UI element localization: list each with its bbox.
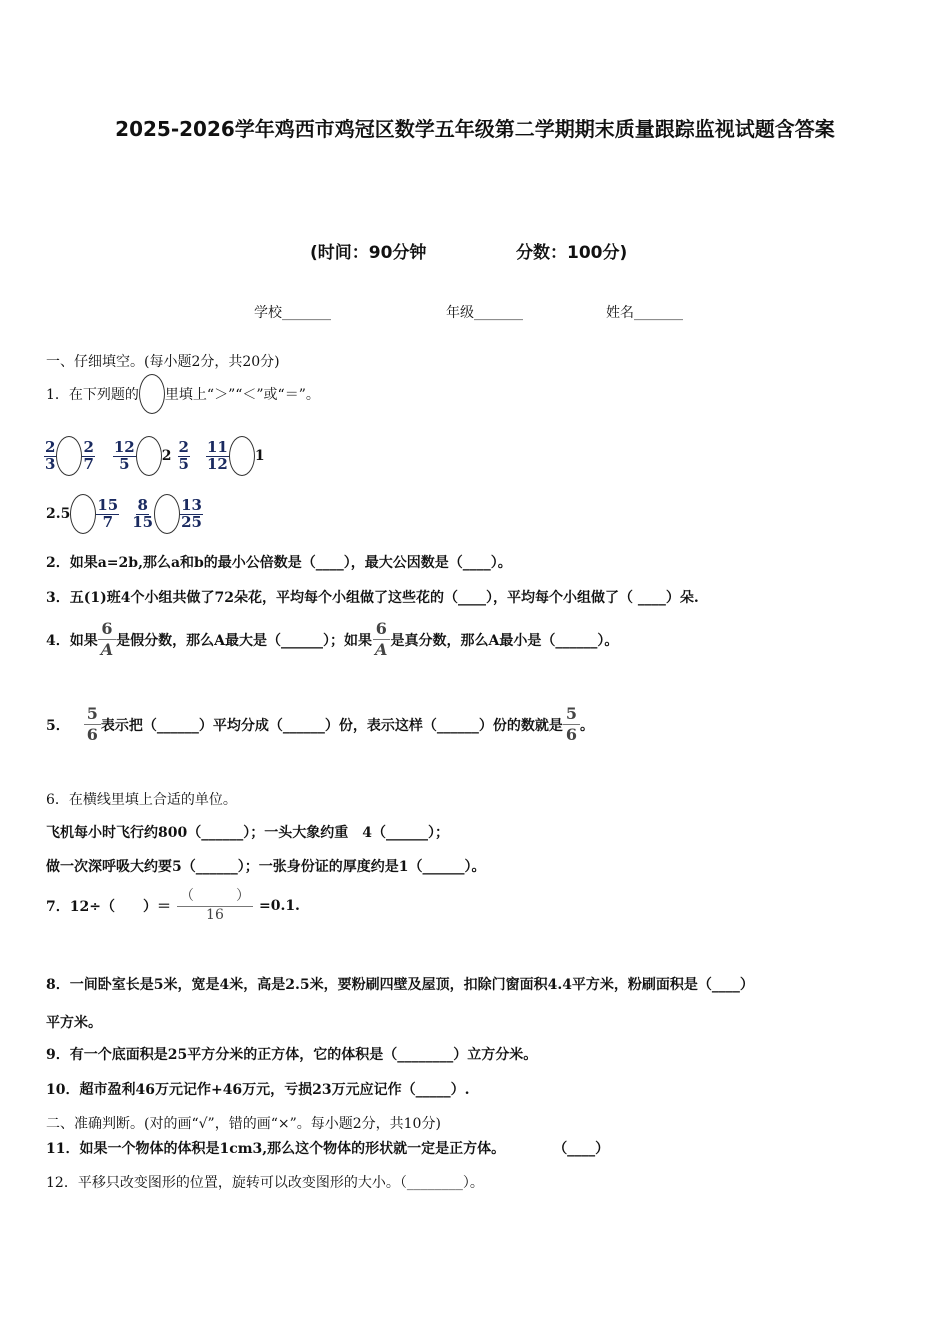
question-7-suffix: =0.1.	[258, 898, 300, 914]
question-8-line-2: 平方米。	[46, 1015, 102, 1031]
number-1: 1	[254, 448, 265, 464]
answer-oval[interactable]	[56, 436, 82, 476]
question-1	[46, 374, 320, 414]
grade-field[interactable]: 年级_______	[446, 305, 523, 321]
question-5-prefix: 5．	[46, 717, 70, 734]
question-4-prefix: 4．如果	[46, 632, 98, 649]
question-11	[46, 1138, 609, 1158]
question-11-text: 11．如果一个物体的体积是1cm3,那么这个物体的形状就一定是正方体。	[46, 1141, 506, 1157]
answer-oval[interactable]	[136, 436, 162, 476]
fraction-blank-16: $\frac{( )}{16}$	[177, 888, 253, 924]
question-2: 2．如果a=2b,那么a和b的最小公倍数是（____），最大公因数是（____）。	[46, 555, 512, 571]
page-title: 2025-2026学年鸡西市鸡冠区数学五年级第二学期期末质量跟踪监视试题含答案	[115, 117, 835, 141]
number-2: 2	[161, 448, 172, 464]
question-5-middle: 表示把（______）平均分成（______）份，表示这样（______）份的数就是	[100, 717, 563, 734]
oval-icon	[139, 374, 165, 414]
name-field[interactable]: 姓名_______	[606, 305, 683, 321]
question-5	[46, 704, 594, 745]
fraction-13-25: $\frac{13}{25}$	[181, 495, 202, 531]
exam-time: (时间：90分钟	[310, 243, 427, 263]
fraction-5-6: $\frac{5}{6}$	[84, 704, 101, 745]
question-12: 12．平移只改变图形的位置，旋转可以改变图形的大小。（________）。	[46, 1175, 484, 1191]
fraction-11-12: $\frac{11}{12}$	[206, 437, 228, 473]
question-4-suffix: 是真分数，那么A最小是（______）。	[390, 632, 619, 649]
fraction-6-a: $\frac{6}{A}$	[98, 619, 116, 660]
question-5-suffix: 。	[580, 717, 595, 734]
fraction-2-5: $\frac{2}{5}$	[178, 437, 189, 473]
fraction-2-7: $\frac{2}{7}$	[83, 437, 94, 473]
school-field[interactable]: 学校_______	[254, 305, 331, 321]
question-6-line-2: 做一次深呼吸大约要5（______）；一张身份证的厚度约是1（______）。	[46, 859, 486, 875]
question-6-line-1: 飞机每小时飞行约800（______）；一头大象约重 4（______）；	[46, 825, 449, 841]
fraction-2-3: $\frac{2}{3}$	[45, 437, 56, 473]
fraction-6-a: $\frac{6}{A}$	[372, 619, 390, 660]
question-1-prefix: 1．在下列题的	[46, 387, 139, 403]
answer-oval[interactable]	[154, 494, 180, 534]
answer-oval[interactable]	[70, 494, 96, 534]
fraction-5-6: $\frac{5}{6}$	[563, 704, 580, 745]
section-1-heading: 一、仔细填空。(每小题2分，共20分)	[46, 354, 280, 370]
question-11-blank[interactable]: （____）	[553, 1141, 610, 1157]
fraction-12-5: $\frac{12}{5}$	[113, 437, 135, 473]
exam-score: 分数：100分)	[516, 243, 628, 263]
question-3: 3．五(1)班4个小组共做了72朵花，平均每个小组做了这些花的（____），平均每个小组做了（ ____）朵.	[46, 590, 699, 606]
question-1-suffix: 里填上“＞”“＜”或“＝”。	[164, 387, 320, 403]
question-4	[46, 619, 618, 660]
question-9: 9．有一个底面积是25平方分米的正方体，它的体积是（________）立方分米。	[46, 1047, 538, 1063]
question-4-middle: 是假分数，那么A最大是（______）；如果	[116, 632, 373, 649]
question-6-heading: 6．在横线里填上合适的单位。	[46, 792, 237, 808]
section-2-heading: 二、准确判断。(对的画“√”，错的画“×”。每小题2分，共10分)	[46, 1116, 441, 1132]
number-2-5: 2.5	[46, 506, 71, 522]
answer-oval[interactable]	[229, 436, 255, 476]
question-1-row-2	[46, 494, 203, 534]
question-1-row-1	[44, 436, 265, 476]
question-10: 10．超市盈利46万元记作+46万元，亏损23万元应记作（_____）.	[46, 1082, 470, 1098]
fraction-15-7: $\frac{15}{7}$	[97, 495, 119, 531]
question-8-line-1: 8．一间卧室长是5米，宽是4米，高是2.5米，要粉刷四壁及屋顶，扣除门窗面积4.4平方米，粉刷面积是（____）	[46, 977, 754, 993]
question-7-prefix: 7．12÷（ ）＝	[46, 899, 171, 915]
fraction-8-15: $\frac{8}{15}$	[132, 495, 154, 531]
question-7	[46, 888, 300, 924]
